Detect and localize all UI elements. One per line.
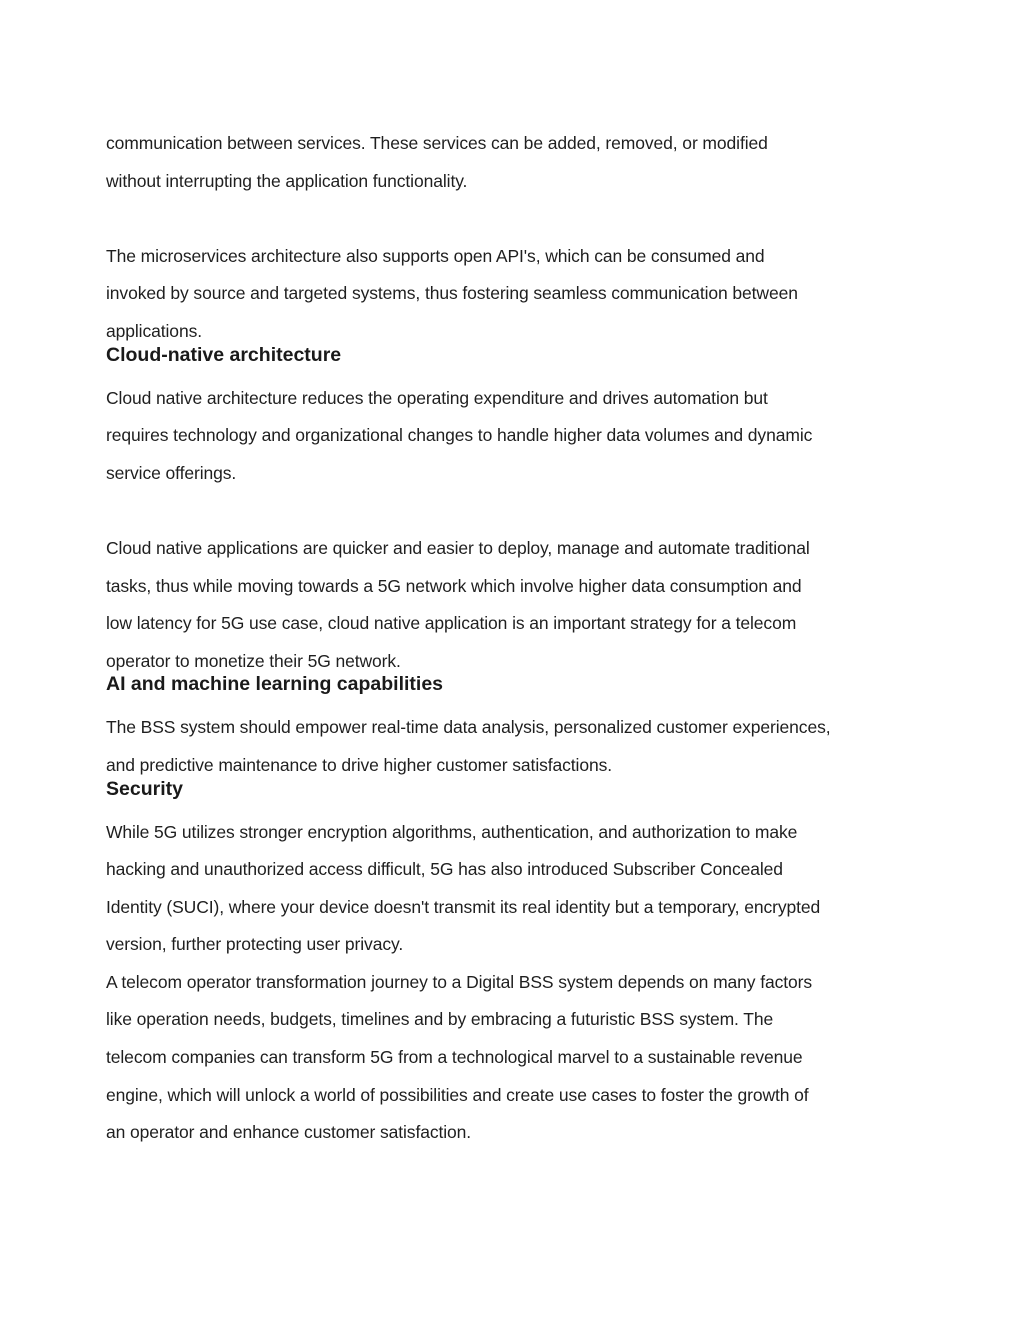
text-line: communication between services. These services can be added, removed, or modified (106, 133, 768, 153)
text-line: hacking and unauthorized access difficult, 5G has also introduced Subscriber Concealed (106, 859, 783, 880)
text-line: Identity (SUCI), where your device doesn't transmit its real identity but a temporary, encrypted (106, 896, 821, 917)
document-page (106, 125, 926, 1152)
paragraph-bss-system (106, 709, 926, 784)
text-line: operator to monetize their 5G network. (106, 650, 401, 671)
paragraph-cloud-native-architecture (106, 380, 926, 493)
text-line: low latency for 5G use case, cloud native application is an important strategy for a telecom (106, 613, 797, 634)
text-line: applications. (106, 320, 202, 341)
text-line: Cloud native applications are quicker and easier to deploy, manage and automate traditional (106, 537, 810, 558)
text-line: The microservices architecture also supports open API's, which can be consumed and (106, 245, 765, 266)
text-line: like operation needs, budgets, timelines and by embracing a futuristic BSS system. The (106, 1009, 774, 1030)
heading-security: Security (106, 777, 183, 800)
text-line: version, further protecting user privacy. (106, 934, 404, 955)
text-line: requires technology and organizational changes to handle higher data volumes and dynamic (106, 425, 813, 446)
text-line: telecom companies can transform 5G from a technological marvel to a sustainable revenue (106, 1047, 803, 1068)
text-line: without interrupting the application functionality. (106, 170, 468, 191)
text-line: invoked by source and targeted systems, thus fostering seamless communication between (106, 283, 798, 304)
text-line: an operator and enhance customer satisfaction. (106, 1122, 472, 1143)
heading-cloud-native: Cloud-native architecture (106, 343, 342, 366)
text-line: tasks, thus while moving towards a 5G network which involve higher data consumption and (106, 575, 802, 596)
paragraph-security (106, 814, 926, 964)
text-line: A telecom operator transformation journey to a Digital BSS system depends on many factors (106, 971, 813, 992)
heading-ai-ml: AI and machine learning capabilities (106, 673, 444, 696)
text-line: While 5G utilizes stronger encryption algorithms, authentication, and authorization to make (106, 821, 798, 842)
paragraph-cloud-native-applications (106, 530, 926, 680)
paragraph-services (106, 125, 926, 200)
text-line: service offerings. (106, 462, 237, 483)
text-line: engine, which will unlock a world of possibilities and create use cases to foster the growth of (106, 1084, 809, 1105)
text-line: The BSS system should empower real-time data analysis, personalized customer experiences, (106, 717, 831, 738)
text-line: Cloud native architecture reduces the operating expenditure and drives automation but (106, 387, 768, 408)
paragraph-open-apis (106, 238, 926, 351)
text-line: and predictive maintenance to drive higher customer satisfactions. (106, 754, 613, 775)
paragraph-transformation-journey (106, 964, 926, 1152)
